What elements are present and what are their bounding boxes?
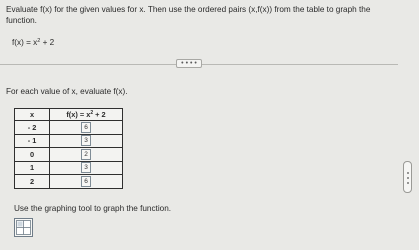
header-fx-exponent: 2 [90,110,94,116]
table-header-row [15,109,123,121]
fx-answer-box[interactable]: 6 [81,122,91,133]
function-prefix: f(x) = x [12,38,38,47]
function-definition [12,38,54,47]
function-suffix: + 2 [40,38,55,47]
header-fx [50,109,123,121]
evaluate-prompt: For each value of x, evaluate f(x). [6,87,128,96]
handle-dot [407,177,409,179]
fx-answer-box[interactable]: 3 [81,162,91,173]
fx-cell [50,134,123,148]
instructions-line-1: Evaluate f(x) for the given values for x. Then use the ordered pairs (x,f(x)) from the table to graph the [6,5,371,14]
table-row [15,175,123,189]
table-row [15,161,123,175]
expand-more-button[interactable]: • • • • [176,59,202,68]
side-panel-handle-icon[interactable] [403,161,412,193]
fx-cell [50,121,123,135]
fx-answer-box[interactable]: 6 [81,176,91,187]
table-row [15,148,123,162]
values-table [14,108,123,189]
x-cell: - 2 [15,121,50,135]
handle-dot [407,182,409,184]
fx-cell [50,161,123,175]
table-row [15,121,123,135]
fx-answer-box[interactable]: 3 [81,135,91,146]
header-fx-suffix: + 2 [93,110,106,119]
fx-cell [50,148,123,162]
graphing-instruction: Use the graphing tool to graph the function. [14,204,172,213]
header-fx-prefix: f(x) = x [66,110,91,119]
function-exponent: 2 [37,38,41,44]
x-cell: 0 [15,148,50,162]
x-cell: - 1 [15,134,50,148]
table-row [15,134,123,148]
x-cell: 1 [15,161,50,175]
question-instructions [6,5,401,26]
x-cell: 2 [15,175,50,189]
handle-dot [407,172,409,174]
fx-answer-box[interactable]: 2 [81,149,91,160]
fx-cell [50,175,123,189]
header-x: x [15,109,50,121]
instructions-line-2: function. [6,15,37,25]
graph-grid-icon[interactable] [14,218,33,237]
